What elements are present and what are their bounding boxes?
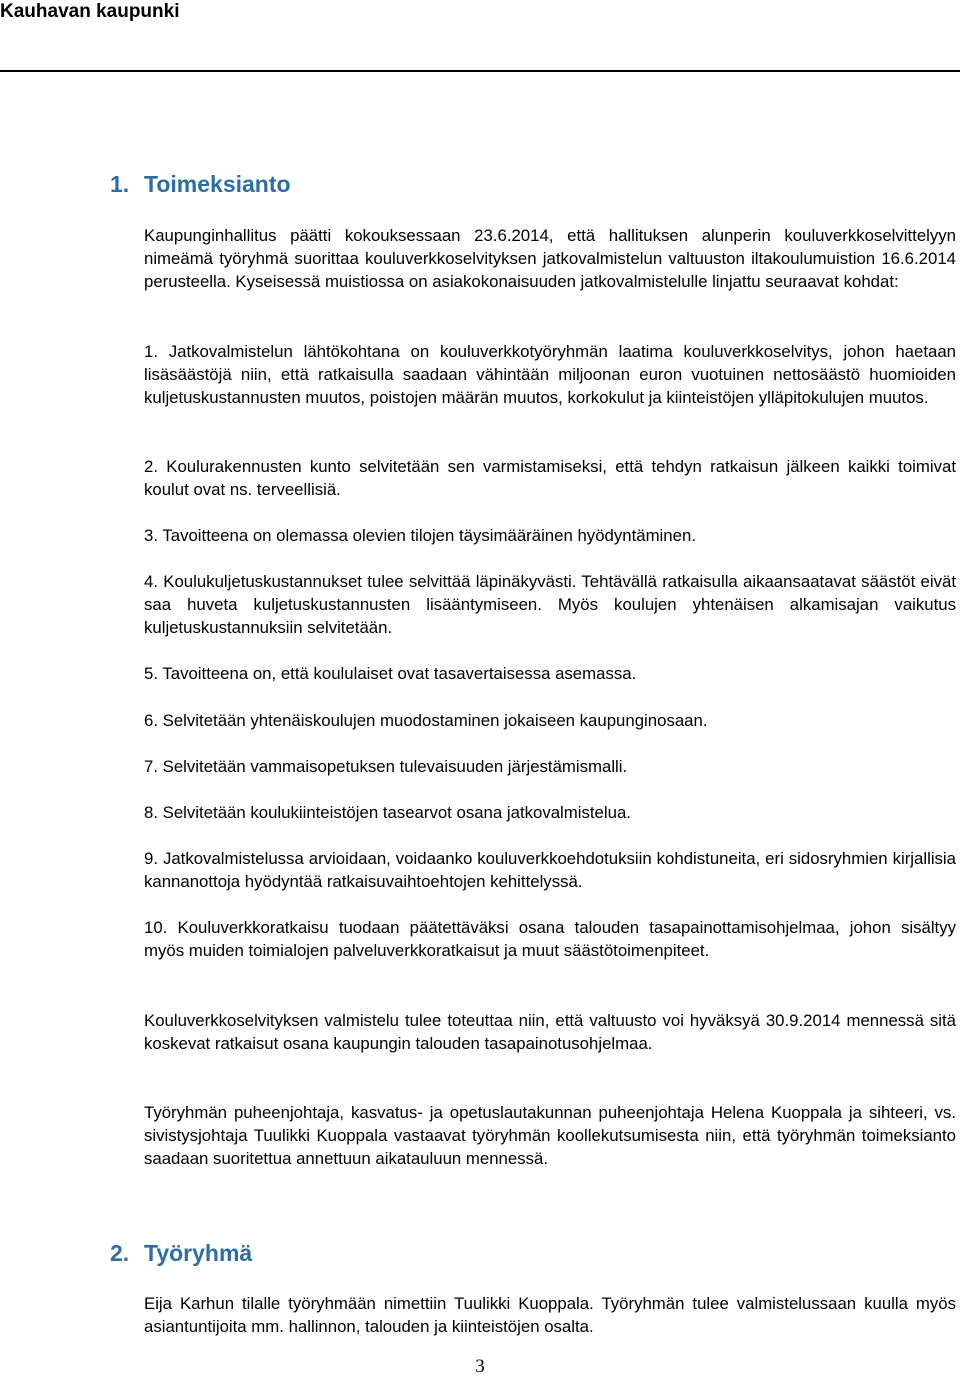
- section-number: 1.: [110, 171, 130, 197]
- list-item: 9. Jatkovalmistelussa arvioidaan, voidaanko kouluverkkoehdotuksiin kohdistuneita, eri sidosryhmien kirjallisia kannanottoja hyödyntää ratkaisuvaihtoehtojen kehittelyssä.: [144, 849, 956, 892]
- list-item: 8. Selvitetään koulukiinteistöjen tasearvot osana jatkovalmistelua.: [144, 803, 631, 822]
- list-item: 4. Koulukuljetuskustannukset tulee selvittää läpinäkyvästi. Tehtävällä ratkaisulla aikaansaatavat säästöt eivät saa huveta kuljetuskustannusten lisääntymiseen. Myös koulujen yhtenäisen alkamisajan vaikutus kuljetuskustannuksiin selvitetään.: [144, 572, 956, 638]
- intro-paragraph: Kaupunginhallitus päätti kokouksessaan 23.6.2014, että hallituksen alunperin kouluverkkoselvittelyyn nimeämä työryhmä suorittaa kouluverkkoselvityksen jatkovalmistelun valtuuston iltakoulumuistion 16.6.2014 perusteella. Kyseisessä muistiossa on asiakokonaisuuden jatkovalmistelulle linjattu seuraavat kohdat:: [144, 226, 956, 292]
- list-item: 1. Jatkovalmistelun lähtökohtana on kouluverkkotyöryhmän laatima kouluverkkoselvitys, johon haetaan lisäsäästöjä niin, että ratkaisulla saadaan vähintään miljoonan euron vuotuinen nettosäästö huomioiden kuljetuskustannusten muutos, poistojen määrän muutos, korkokulut ja kiinteistöjen ylläpitokulujen muutos.: [144, 342, 956, 408]
- section-title: Toimeksianto: [144, 171, 291, 197]
- section-heading-1: [110, 169, 291, 199]
- section-2-paragraph: Eija Karhun tilalle työryhmään nimettiin Tuulikki Kuoppala. Työryhmän tulee valmistelussaan kuulla myös asiantuntijoita mm. hallinnon, talouden ja kiinteistöjen osalta.: [144, 1294, 956, 1337]
- section-title: Työryhmä: [144, 1240, 253, 1266]
- list-item: 6. Selvitetään yhtenäiskoulujen muodostaminen jokaiseen kaupunginosaan.: [144, 711, 708, 730]
- list-item: 10. Kouluverkkoratkaisu tuodaan päätettäväksi osana talouden tasapainottamisohjelmaa, johon sisältyy myös muiden toimialojen palveluverkkoratkaisut ja muut säästötoimenpiteet.: [144, 918, 956, 961]
- list-item: 2. Koulurakennusten kunto selvitetään sen varmistamiseksi, että tehdyn ratkaisun jälkeen kaikki toimivat koulut ovat ns. terveellisiä.: [144, 457, 956, 500]
- closing-paragraph: Työryhmän puheenjohtaja, kasvatus- ja opetuslautakunnan puheenjohtaja Helena Kuoppala ja sihteeri, vs. sivistysjohtaja Tuulikki Kuoppala vastaavat työryhmän koollekutsumisesta niin, että työryhmän toimeksianto saadaan suoritettua annettuun aikatauluun mennessä.: [144, 1103, 956, 1169]
- list-item: 5. Tavoitteena on, että koululaiset ovat tasavertaisessa asemassa.: [144, 664, 637, 683]
- section-heading-2: [110, 1238, 252, 1268]
- list-item: 7. Selvitetään vammaisopetuksen tulevaisuuden järjestämismalli.: [144, 757, 628, 776]
- organization-name: Kauhavan kaupunki: [0, 1, 180, 22]
- header-divider: [0, 70, 960, 72]
- closing-paragraph: Kouluverkkoselvityksen valmistelu tulee toteuttaa niin, että valtuusto voi hyväksyä 30.9.2014 mennessä sitä koskevat ratkaisut osana kaupungin talouden tasapainotusohjelmaa.: [144, 1011, 956, 1054]
- list-item: 3. Tavoitteena on olemassa olevien tilojen täysimääräinen hyödyntäminen.: [144, 526, 696, 545]
- page-number: 3: [475, 1356, 485, 1377]
- section-number: 2.: [110, 1240, 130, 1266]
